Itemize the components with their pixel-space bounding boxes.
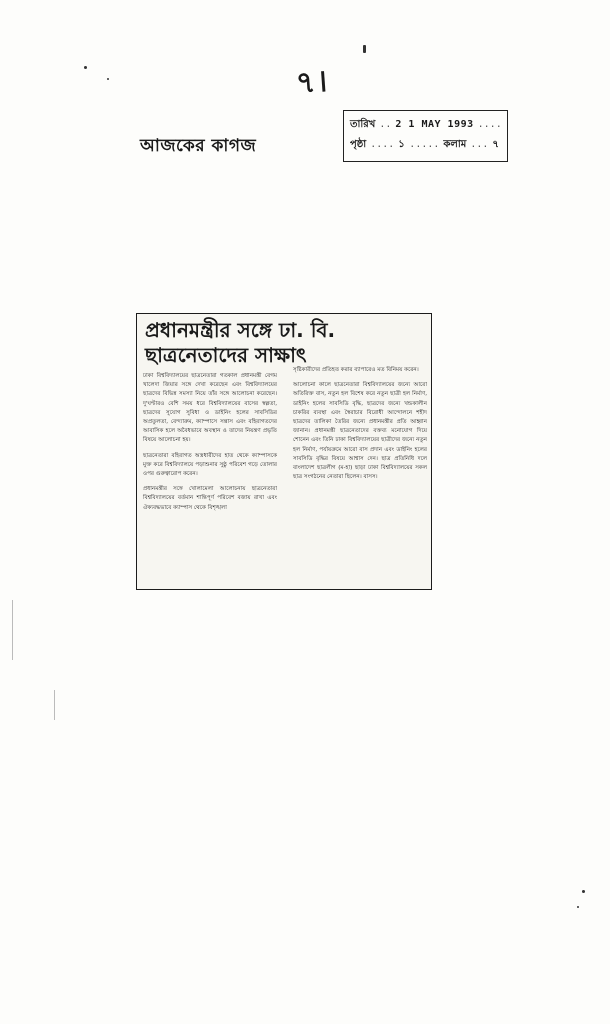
scan-speck bbox=[577, 906, 579, 908]
stamp-column-label: কলাম bbox=[443, 139, 467, 150]
handwritten-page-number: ৭। bbox=[294, 63, 330, 102]
headline-line-2: ছাত্রনেতাদের সাক্ষাৎ bbox=[145, 343, 307, 367]
article-paragraph: সৃষ্টিকারীদের প্রতিহত করার ব্যাপারেও মত বিনিময় করেন। bbox=[293, 367, 419, 373]
article-paragraph: ঢাকা বিশ্ববিদ্যালয়ের ছাত্রনেতারা গতকাল প্রধানমন্ত্রী বেগম খালেদা জিয়ার সঙ্গে দেখা করেছেন এবং বিশ্ববিদ্যালয়ের ছাত্রদের বিভিন্ন সমস্যা নিয়ে তাঁর সঙ্গে আলোচনা করেছেন। দু'ঘণ্টারও বেশি সময় ধরে বিশ্ববিদ্যালয়ের বাসের স্বল্পতা, ছাত্রদের সুযোগ সুবিধা ও ডাইনিং হলের সাবসিডির অপ্রতুলতা, বেন্দ্যারুম, ক্যাম্পাসে সন্ত্রাস এবং বহিরাগতদের আবাসিক হলে অবৈধভাবে অবস্থান ও তাদের নিয়ন্ত্রণ প্রভৃতি বিষয়ে আলোচনা হয়। bbox=[143, 373, 277, 444]
scan-speck bbox=[84, 66, 87, 69]
stamp-dots: .... bbox=[370, 139, 395, 150]
stamp-date-label: তারিখ bbox=[350, 119, 376, 130]
article-left-column bbox=[143, 372, 277, 519]
article-paragraph: আলোচনা কালে ছাত্রনেতারা বিশ্ববিদ্যালয়ের জন্যে আরো অতিরিক্ত বাস, নতুন হল বিশেষ করে নতুন ছাত্রী হল নির্মাণ, ডাইনিং হলের সাবসিডি বৃদ্ধি, ছাত্রদের জন্যে খন্ডকালীন চাকরির ব্যবস্থা এবং স্বৈরাচার বিরোধী আন্দোলনে শহীদ ছাত্রদের তালিকা তৈরির জন্যে প্রধানমন্ত্রীর প্রতি আহ্বান জানান। প্রধানমন্ত্রী ছাত্রনেতাদের বক্তব্য মনোযোগ দিয়ে শোনেন এবং তিনি ঢাকা বিশ্ববিদ্যালয়ের ছাত্রীদের জন্যে নতুন হল নির্মাণ, পর্যায়ক্রমে আরো বাস প্রদান এবং ডাইনিং হলের সাবসিডি বৃদ্ধির বিষয়ে আশ্বাস দেন। ছাত্র প্রতিনিধি দলে বাংলাদেশ ছাত্রলীগ (ম-হা) ছাড়া ঢাকা বিশ্ববিদ্যালয়ের সকল ছাত্র সংগঠনের নেতারা ছিলেন। বাসস। bbox=[293, 382, 427, 481]
stamp-dots: ..... bbox=[409, 139, 440, 150]
scan-edge-mark bbox=[12, 600, 13, 660]
stamp-date-value: 2 1 MAY 1993 bbox=[395, 119, 474, 130]
stamp-page-value: ১ bbox=[398, 139, 406, 150]
article-headline bbox=[145, 318, 425, 368]
scan-speck bbox=[582, 890, 585, 893]
stamp-column-value: ৭ bbox=[492, 139, 500, 150]
stamp-dots: .. bbox=[379, 119, 392, 130]
scan-speck bbox=[107, 78, 109, 80]
scan-edge-mark bbox=[54, 690, 55, 720]
stamp-page-label: পৃষ্ঠা bbox=[350, 139, 367, 150]
scan-speck bbox=[363, 45, 366, 53]
date-page-stamp bbox=[343, 110, 508, 162]
headline-line-1: প্রধানমন্ত্রীর সঙ্গে ঢা. বি. bbox=[145, 318, 336, 342]
stamp-dots: .... bbox=[477, 119, 502, 130]
newspaper-source-stamp: আজকের কাগজ bbox=[140, 136, 257, 156]
newspaper-clipping bbox=[136, 313, 432, 590]
stamp-dots: ... bbox=[470, 139, 489, 150]
article-paragraph: প্রধানমন্ত্রীর সঙ্গে খোলামেলা আলোচনায় ছাত্রনেতারা বিশ্ববিদ্যালয়ের বর্তমান শান্তিপূর্ণ পরিবেশ বজায় রাখা এবং ঐক্যবদ্ধভাবে ক্যাম্পাস থেকে বিশৃঙ্খলা bbox=[143, 486, 277, 511]
stamp-page-row bbox=[350, 135, 501, 155]
stamp-date-row bbox=[350, 115, 501, 135]
article-paragraph: ছাত্রনেতারা বহিরাগত অস্ত্রধারীদের হাত থেকে ক্যাম্পাসকে মুক্ত করে বিশ্ববিদ্যালয়ে পড়াশুনার সুষ্ঠু পরিবেশ গড়ে তোলার ওপর গুরুত্বারোপ করেন। bbox=[143, 452, 277, 478]
article-right-column bbox=[293, 366, 427, 488]
